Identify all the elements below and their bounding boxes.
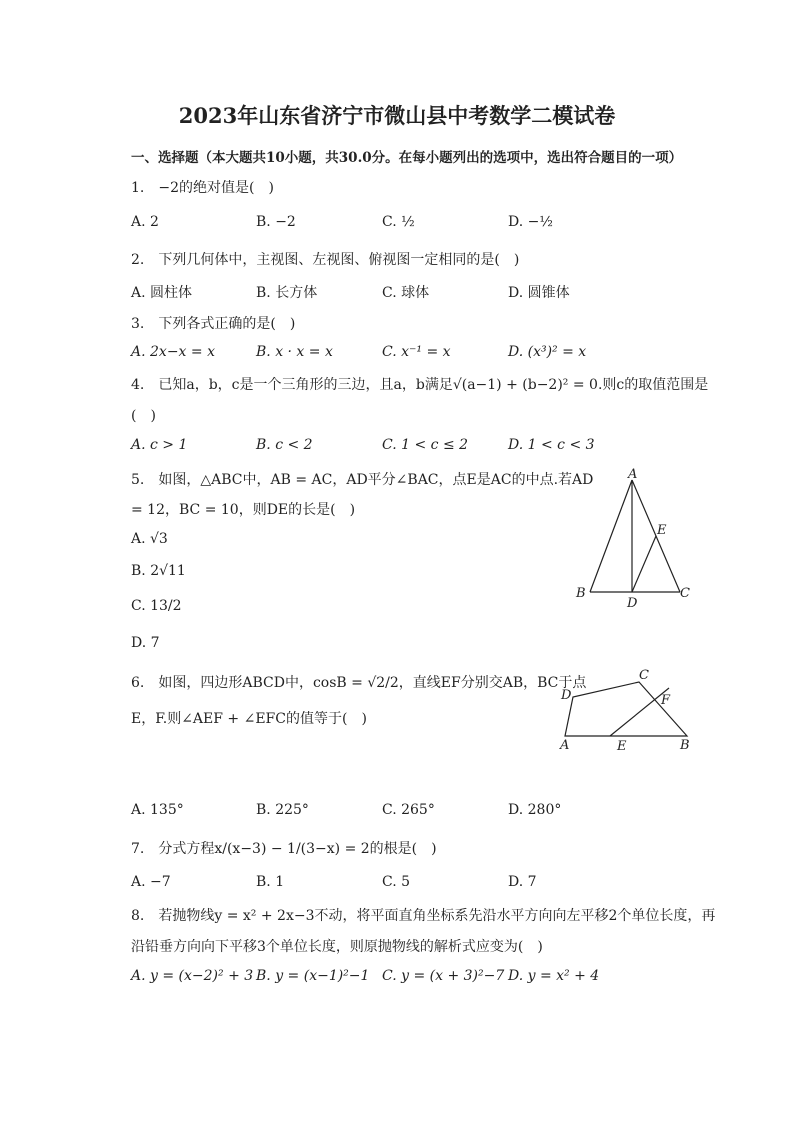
q2-option-c: C. 球体 [382, 285, 430, 301]
label-b: B [680, 738, 690, 753]
label-b: B [576, 586, 586, 601]
question-1-stem: 1. −2的绝对值是( ) [131, 180, 274, 196]
question-7-stem: 7. 分式方程x/(x−3) − 1/(3−x) = 2的根是( ) [131, 841, 437, 857]
label-e: E [617, 739, 627, 754]
q4-option-b: B. c < 2 [256, 437, 313, 453]
segment-de [632, 536, 656, 592]
q1-option-c: C. ½ [382, 214, 415, 230]
question-5-stem-cont: = 12，BC = 10，则DE的长是( ) [131, 502, 356, 518]
label-c: C [639, 668, 649, 683]
question-4-stem-cont: ( ) [131, 408, 156, 424]
q4-option-c: C. 1 < c ≤ 2 [382, 437, 469, 453]
question-4-stem: 4. 已知a，b，c是一个三角形的三边，且a，b满足√(a−1) + (b−2)² = 0.则c的取值范围是 [131, 377, 709, 393]
q1-option-b: B. −2 [256, 214, 296, 230]
label-c: C [680, 586, 690, 601]
q7-option-d: D. 7 [508, 874, 537, 890]
q6-option-c: C. 265° [382, 802, 435, 818]
q5-option-a: A. √3 [131, 531, 168, 547]
q8-option-c: C. y = (x + 3)²−7 [382, 968, 505, 984]
q8-option-b: B. y = (x−1)²−1 [256, 968, 370, 984]
segment-ab [590, 480, 632, 592]
q1-option-a: A. 2 [131, 214, 159, 230]
q6-option-d: D. 280° [508, 802, 562, 818]
question-8-stem: 8. 若抛物线y = x² + 2x−3不动，将平面直角坐标系先沿水平方向向左平移2个单位长度，再 [131, 908, 716, 924]
label-d: D [561, 688, 572, 703]
q6-option-a: A. 135° [131, 802, 184, 818]
q4-option-d: D. 1 < c < 3 [508, 437, 595, 453]
q2-option-d: D. 圆锥体 [508, 285, 570, 301]
question-8-stem-cont: 沿铅垂方向向下平移3个单位长度，则原抛物线的解析式应变为( ) [131, 939, 543, 955]
q3-option-b: B. x · x = x [256, 344, 333, 360]
quadrilateral-abcd-figure [555, 664, 705, 754]
question-6-stem-cont: E，F.则∠AEF + ∠EFC的值等于( ) [131, 711, 367, 727]
q7-option-c: C. 5 [382, 874, 411, 890]
q8-option-d: D. y = x² + 4 [508, 968, 600, 984]
q2-option-b: B. 长方体 [256, 285, 318, 301]
page-title: 2023年山东省济宁市微山县中考数学二模试卷 [178, 103, 616, 128]
q7-option-a: A. −7 [131, 874, 171, 890]
label-e: E [657, 523, 667, 538]
label-a: A [560, 738, 570, 753]
q3-option-a: A. 2x−x = x [131, 344, 215, 360]
q8-option-a: A. y = (x−2)² + 3 [131, 968, 254, 984]
q2-option-a: A. 圆柱体 [131, 285, 193, 301]
triangle-abc-figure [570, 466, 700, 614]
question-6-stem: 6. 如图，四边形ABCD中，cosB = √2/2，直线EF分别交AB，BC于点 [131, 675, 587, 691]
label-a: A [628, 467, 638, 482]
q5-option-c: C. 13/2 [131, 598, 182, 614]
q7-option-b: B. 1 [256, 874, 285, 890]
label-d: D [627, 596, 638, 611]
q5-option-b: B. 2√11 [131, 563, 186, 579]
q1-option-d: D. −½ [508, 214, 553, 230]
question-5-stem: 5. 如图，△ABC中，AB = AC，AD平分∠BAC，点E是AC的中点.若AD [131, 472, 594, 488]
q4-option-a: A. c > 1 [131, 437, 188, 453]
quadrilateral-abcd [565, 682, 687, 736]
section-heading: 一、选择题（本大题共10小题，共30.0分。在每小题列出的选项中，选出符合题目的一项） [131, 150, 683, 166]
q5-option-d: D. 7 [131, 635, 160, 651]
q3-option-d: D. (x³)² = x [508, 344, 587, 360]
q3-option-c: C. x⁻¹ = x [382, 344, 451, 360]
label-f: F [661, 693, 671, 708]
question-2-stem: 2. 下列几何体中，主视图、左视图、俯视图一定相同的是( ) [131, 252, 520, 268]
question-3-stem: 3. 下列各式正确的是( ) [131, 316, 296, 332]
q6-option-b: B. 225° [256, 802, 309, 818]
